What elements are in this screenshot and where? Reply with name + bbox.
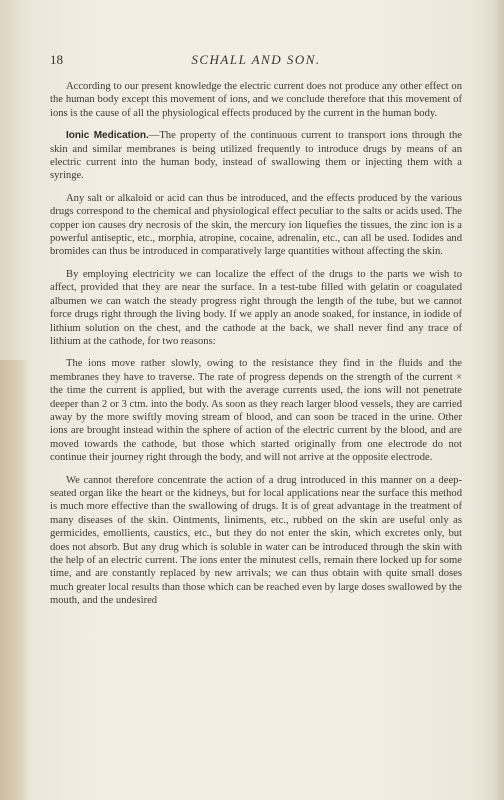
paragraph-5 — [50, 357, 462, 464]
paragraph-2 — [50, 129, 462, 183]
paragraph-6-text: We cannot therefore concentrate the action of a drug introduced in this manner on a deep-seated organ like the heart or the kidneys, but for local applications near the surface this method is much more effective than the swallowing of drugs. It is of great advantage in the treatment of many diseases of the skin. Ointments, liniments, etc., rubbed on the skin are useful only as germicides, emollients, caustics, etc., but they do not enter the skin, which excretes only, but does not absorb. But any drug which is soluble in water can be introduced through the skin with the help of an electric current. The ions enter the minutest cells, remain there locked up for some time, and are constantly replaced by new arrivals; we can thus obtain with quite small doses much greater local results than those which can be reached even by large doses swallowed by the mouth, and the undesired — [50, 474, 462, 607]
paragraph-6 — [50, 474, 462, 608]
page-number: 18 — [50, 52, 63, 67]
paragraph-3-text: Any salt or alkaloid or acid can thus be introduced, and the effects produced by the various drugs correspond to the chemical and physiological effect peculiar to the salts or acids used. The copper ion causes dry necrosis of the skin, the mercury ion liquefies the tissues, the zinc ion is a powerful antiseptic, etc., morphia, atropine, cocaine, adrenalin, etc., can all be used. Iodides and bromides can thus be introduced in comparatively large quantities without affecting the skin. — [50, 192, 462, 258]
section-heading-ionic-medication: Ionic Medication. — [66, 130, 149, 142]
running-head: SCHALL AND SON. — [191, 52, 321, 67]
page-header — [50, 52, 462, 72]
body-text — [50, 80, 462, 617]
paragraph-2-text: —The property of the continuous current to transport ions through the skin and similar membranes is being utilized frequently to introduce drugs by means of an electric current into the human body, instead of swallowing them or injecting them with a syringe. — [50, 130, 462, 182]
page-gutter-shadow — [494, 0, 504, 800]
paragraph-4 — [50, 268, 462, 348]
paragraph-5-text: The ions move rather slowly, owing to the resistance they find in the fluids and the membranes they have to traverse. The rate of progress depends on the strength of the current × the time the current is applied, but with the average currents used, the ions will not penetrate deeper than 2 or 3 ctm. into the body. As soon as they reach larger blood vessels, they are carried away by the more swiftly moving stream of blood, and can soon be traced in the urine. Other ions are brought instead within the sphere of action of the electric current by the blood, and are moved towards the cathode, but those which started originally from one electrode do not continue their journey right through the body, and will not arrive at the opposite electrode. — [50, 358, 462, 464]
page-edge-stain — [0, 360, 30, 800]
paragraph-4-text: By employing electricity we can localize the effect of the drugs to the parts we wish to affect, provided that they are near the surface. In a test-tube filled with gelatin or coagulated albumen we can watch the steady progress right through the length of the tube, but we cannot force drugs right through the living body. If we apply an anode soaked, for instance, in iodide of lithium solution on the chest, and the cathode at the back, we shall never find any trace of lithium at the cathode, for two reasons: — [50, 268, 462, 347]
paragraph-3 — [50, 192, 462, 259]
paragraph-1-text: According to our present knowledge the electric current does not produce any other effect on the human body except this movement of ions, and we conclude therefore that this movement of ions is the cause of all the physiological effects produced by the current in the human body. — [50, 81, 462, 119]
paragraph-1 — [50, 80, 462, 120]
